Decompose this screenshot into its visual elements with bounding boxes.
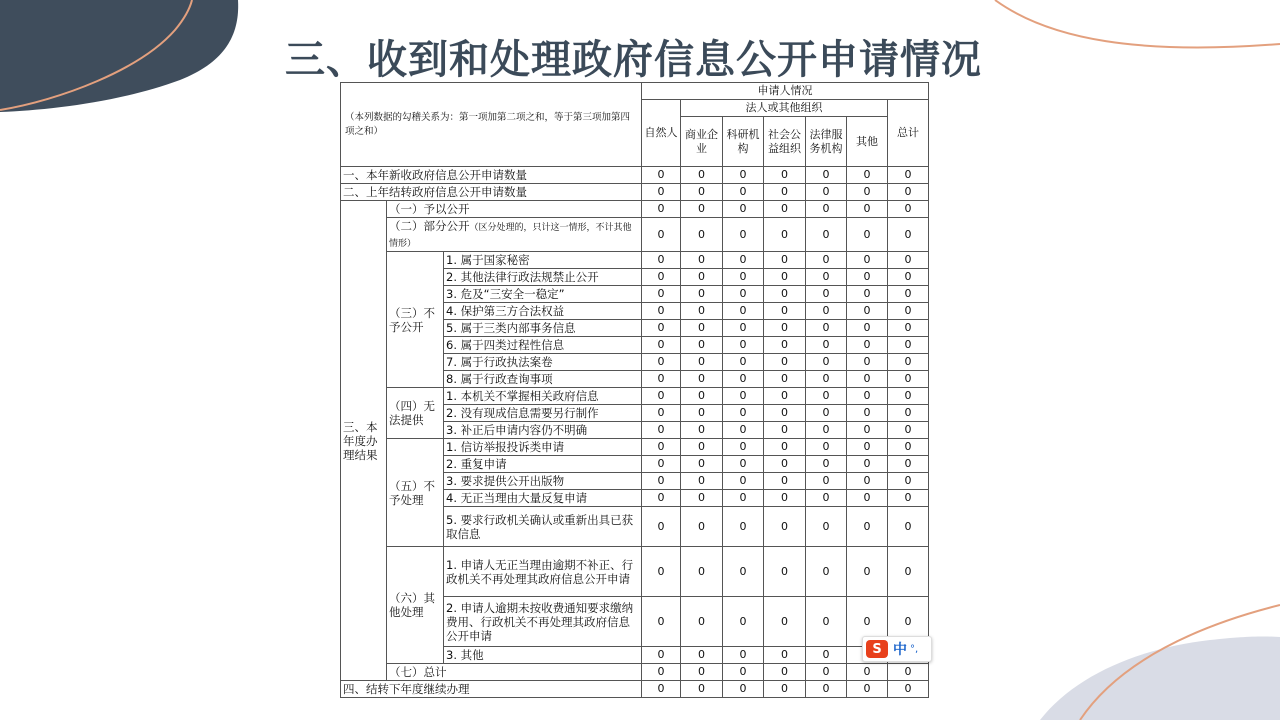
unavailable-item-value: 0 — [642, 422, 681, 439]
row-carried-over-value: 0 — [723, 184, 764, 201]
not-processed-item-value: 0 — [681, 490, 723, 507]
not-public-item-value: 0 — [681, 354, 723, 371]
other-processing-item-value: 0 — [764, 597, 806, 647]
not-public-item-value: 0 — [723, 354, 764, 371]
row-carry-next-year-value: 0 — [642, 681, 681, 698]
not-public-item-value: 0 — [888, 354, 929, 371]
not-public-item-value: 0 — [642, 303, 681, 320]
table-row — [341, 681, 929, 698]
not-public-item-value: 0 — [888, 303, 929, 320]
not-public-item-value: 0 — [764, 269, 806, 286]
header-legal-service: 法律服务机构 — [806, 117, 847, 167]
not-public-item-value: 0 — [723, 337, 764, 354]
not-public-item-value: 0 — [847, 371, 888, 388]
row-new-requests-value: 0 — [764, 167, 806, 184]
not-public-item-value: 0 — [681, 371, 723, 388]
not-public-item-value: 0 — [847, 354, 888, 371]
not-processed-item-value: 0 — [723, 473, 764, 490]
not-public-item-value: 0 — [642, 371, 681, 388]
not-public-item-value: 0 — [764, 371, 806, 388]
not-processed-item-value: 0 — [806, 473, 847, 490]
row-new-requests-value: 0 — [723, 167, 764, 184]
other-processing-item-value: 0 — [681, 597, 723, 647]
table-note: （本列数据的勾稽关系为：第一项加第二项之和，等于第三项加第四项之和） — [341, 83, 642, 167]
not-processed-item-value: 0 — [642, 507, 681, 547]
other-processing-item-value: 0 — [764, 547, 806, 597]
row-carried-over-value: 0 — [642, 184, 681, 201]
other-processing-item-value: 0 — [847, 547, 888, 597]
not-public-item-value: 0 — [847, 252, 888, 269]
row-results-total-value: 0 — [723, 664, 764, 681]
other-processing-item-value: 0 — [681, 547, 723, 597]
row-new-requests-value: 0 — [681, 167, 723, 184]
not-processed-item-value: 0 — [888, 507, 929, 547]
table-row — [341, 218, 929, 252]
other-processing-item-value: 0 — [642, 597, 681, 647]
row-partial-public-value: 0 — [888, 218, 929, 252]
not-public-item-value: 0 — [723, 269, 764, 286]
not-public-item-value: 0 — [806, 320, 847, 337]
not-public-item-value: 0 — [888, 269, 929, 286]
not-public-item: 1. 属于国家秘密 — [444, 252, 642, 269]
row-partial-public-value: 0 — [806, 218, 847, 252]
not-public-item-value: 0 — [723, 320, 764, 337]
not-processed-item-value: 0 — [764, 473, 806, 490]
row-results-total-value: 0 — [764, 664, 806, 681]
other-processing-item-value: 0 — [806, 647, 847, 664]
row-results-total-value: 0 — [888, 664, 929, 681]
header-research: 科研机构 — [723, 117, 764, 167]
not-public-item-value: 0 — [764, 252, 806, 269]
other-processing-item: 3. 其他 — [444, 647, 642, 664]
not-public-item-value: 0 — [888, 252, 929, 269]
not-public-item: 7. 属于行政执法案卷 — [444, 354, 642, 371]
not-processed-item-value: 0 — [723, 490, 764, 507]
statistics-table — [340, 82, 929, 698]
not-public-item-value: 0 — [681, 286, 723, 303]
row-new-requests-value: 0 — [847, 167, 888, 184]
not-public-item: 2. 其他法律行政法规禁止公开 — [444, 269, 642, 286]
header-social: 社会公益组织 — [764, 117, 806, 167]
unavailable-item: 2. 没有现成信息需要另行制作 — [444, 405, 642, 422]
not-processed-item-value: 0 — [642, 456, 681, 473]
unavailable-item-value: 0 — [764, 422, 806, 439]
row-partial-public — [387, 218, 642, 252]
not-public-item-value: 0 — [888, 320, 929, 337]
row-carried-over: 二、上年结转政府信息公开申请数量 — [341, 184, 642, 201]
unavailable-item-value: 0 — [723, 405, 764, 422]
not-public-item: 6. 属于四类过程性信息 — [444, 337, 642, 354]
other-processing-item: 1. 申请人无正当理由逾期不补正、行政机关不再处理其政府信息公开申请 — [444, 547, 642, 597]
group-not-processed-label: （五）不予处理 — [387, 439, 444, 547]
row-new-requests-value: 0 — [806, 167, 847, 184]
not-processed-item: 1. 信访举报投诉类申请 — [444, 439, 642, 456]
row-carry-next-year-value: 0 — [888, 681, 929, 698]
row-carried-over-value: 0 — [681, 184, 723, 201]
row-results-total-value: 0 — [681, 664, 723, 681]
not-processed-item-value: 0 — [681, 473, 723, 490]
unavailable-item-value: 0 — [642, 405, 681, 422]
not-public-item-value: 0 — [847, 286, 888, 303]
row-carry-next-year: 四、结转下年度继续办理 — [341, 681, 642, 698]
not-public-item-value: 0 — [642, 354, 681, 371]
ime-punct-icon[interactable]: °, — [910, 643, 919, 655]
not-public-item-value: 0 — [847, 269, 888, 286]
not-processed-item-value: 0 — [681, 456, 723, 473]
not-processed-item-value: 0 — [806, 507, 847, 547]
not-public-item-value: 0 — [806, 286, 847, 303]
row-public: （一）予以公开 — [387, 201, 642, 218]
not-public-item: 8. 属于行政查询事项 — [444, 371, 642, 388]
not-processed-item-value: 0 — [681, 439, 723, 456]
group-unavailable-label: （四）无法提供 — [387, 388, 444, 439]
row-results-total-value: 0 — [806, 664, 847, 681]
unavailable-item-value: 0 — [847, 422, 888, 439]
row-public-value: 0 — [723, 201, 764, 218]
not-public-item-value: 0 — [642, 320, 681, 337]
unavailable-item-value: 0 — [642, 388, 681, 405]
row-carried-over-value: 0 — [888, 184, 929, 201]
table-row — [341, 388, 929, 405]
row-carry-next-year-value: 0 — [847, 681, 888, 698]
unavailable-item-value: 0 — [847, 405, 888, 422]
not-processed-item-value: 0 — [723, 439, 764, 456]
not-public-item-value: 0 — [681, 303, 723, 320]
unavailable-item-value: 0 — [847, 388, 888, 405]
not-processed-item-value: 0 — [847, 439, 888, 456]
not-processed-item-value: 0 — [888, 439, 929, 456]
header-natural-person: 自然人 — [642, 100, 681, 167]
not-public-item-value: 0 — [806, 354, 847, 371]
not-public-item-value: 0 — [806, 269, 847, 286]
not-processed-item-value: 0 — [847, 507, 888, 547]
table-row — [341, 167, 929, 184]
row-public-value: 0 — [888, 201, 929, 218]
not-public-item-value: 0 — [681, 269, 723, 286]
not-public-item-value: 0 — [681, 252, 723, 269]
unavailable-item-value: 0 — [681, 422, 723, 439]
row-results-total: （七）总计 — [387, 664, 642, 681]
not-public-item-value: 0 — [888, 286, 929, 303]
table-row — [341, 201, 929, 218]
unavailable-item-value: 0 — [681, 388, 723, 405]
row-partial-public-value: 0 — [681, 218, 723, 252]
unavailable-item-value: 0 — [888, 405, 929, 422]
not-processed-item-value: 0 — [764, 507, 806, 547]
other-processing-item-value: 0 — [642, 647, 681, 664]
header-total: 总计 — [888, 100, 929, 167]
unavailable-item-value: 0 — [806, 388, 847, 405]
not-public-item-value: 0 — [806, 303, 847, 320]
row-new-requests-value: 0 — [642, 167, 681, 184]
not-public-item-value: 0 — [723, 286, 764, 303]
not-processed-item-value: 0 — [806, 456, 847, 473]
other-processing-item-value: 0 — [806, 547, 847, 597]
not-public-item-value: 0 — [888, 371, 929, 388]
section-results-label: 三、本年度办理结果 — [341, 201, 387, 681]
row-public-value: 0 — [681, 201, 723, 218]
top-left-dark-blob — [0, 0, 238, 112]
not-public-item-value: 0 — [806, 371, 847, 388]
not-processed-item-value: 0 — [806, 439, 847, 456]
not-processed-item-value: 0 — [764, 439, 806, 456]
not-processed-item-value: 0 — [642, 439, 681, 456]
not-processed-item-value: 0 — [723, 456, 764, 473]
sogou-logo-icon[interactable]: S — [866, 640, 888, 658]
not-public-item-value: 0 — [847, 337, 888, 354]
not-public-item: 3. 危及“三安全一稳定” — [444, 286, 642, 303]
not-processed-item: 3. 要求提供公开出版物 — [444, 473, 642, 490]
row-partial-public-value: 0 — [642, 218, 681, 252]
header-business: 商业企业 — [681, 117, 723, 167]
not-public-item-value: 0 — [642, 286, 681, 303]
other-processing-item: 2. 申请人逾期未按收费通知要求缴纳费用、行政机关不再处理其政府信息公开申请 — [444, 597, 642, 647]
not-public-item-value: 0 — [681, 337, 723, 354]
unavailable-item-value: 0 — [681, 405, 723, 422]
row-carried-over-value: 0 — [847, 184, 888, 201]
row-carried-over-value: 0 — [806, 184, 847, 201]
row-carried-over-value: 0 — [764, 184, 806, 201]
not-processed-item: 5. 要求行政机关确认或重新出具已获取信息 — [444, 507, 642, 547]
table-row — [341, 547, 929, 597]
not-public-item-value: 0 — [642, 337, 681, 354]
other-processing-item-value: 0 — [847, 597, 888, 647]
not-processed-item-value: 0 — [764, 456, 806, 473]
row-new-requests-value: 0 — [888, 167, 929, 184]
not-processed-item: 4. 无正当理由大量反复申请 — [444, 490, 642, 507]
header-applicant: 申请人情况 — [642, 83, 929, 100]
table-row — [341, 184, 929, 201]
statistics-table-container — [340, 82, 928, 698]
not-public-item-value: 0 — [642, 252, 681, 269]
not-processed-item: 2. 重复申请 — [444, 456, 642, 473]
not-public-item-value: 0 — [888, 337, 929, 354]
partial-public-label: （二）部分公开 — [389, 218, 470, 233]
table-row — [341, 252, 929, 269]
not-public-item-value: 0 — [847, 320, 888, 337]
not-public-item-value: 0 — [723, 303, 764, 320]
group-other-processing-label: （六）其他处理 — [387, 547, 444, 664]
unavailable-item-value: 0 — [806, 405, 847, 422]
not-processed-item-value: 0 — [888, 456, 929, 473]
unavailable-item-value: 0 — [723, 422, 764, 439]
unavailable-item: 1. 本机关不掌握相关政府信息 — [444, 388, 642, 405]
other-processing-item-value: 0 — [723, 597, 764, 647]
not-processed-item-value: 0 — [847, 473, 888, 490]
not-public-item: 5. 属于三类内部事务信息 — [444, 320, 642, 337]
not-processed-item-value: 0 — [806, 490, 847, 507]
other-processing-item-value: 0 — [888, 547, 929, 597]
partial-public-note: （区分处理的，只计这一情形，不计其他情形） — [389, 222, 632, 249]
not-public-item-value: 0 — [681, 320, 723, 337]
ime-mode-label[interactable]: 中 — [893, 642, 907, 658]
not-processed-item-value: 0 — [642, 473, 681, 490]
row-partial-public-value: 0 — [847, 218, 888, 252]
other-processing-item-value: 0 — [723, 547, 764, 597]
row-results-total-value: 0 — [642, 664, 681, 681]
not-processed-item-value: 0 — [764, 490, 806, 507]
unavailable-item-value: 0 — [764, 405, 806, 422]
not-processed-item-value: 0 — [847, 490, 888, 507]
other-processing-item-value: 0 — [642, 547, 681, 597]
row-carry-next-year-value: 0 — [806, 681, 847, 698]
not-public-item-value: 0 — [764, 303, 806, 320]
row-carry-next-year-value: 0 — [723, 681, 764, 698]
row-partial-public-value: 0 — [723, 218, 764, 252]
unavailable-item: 3. 补正后申请内容仍不明确 — [444, 422, 642, 439]
not-public-item-value: 0 — [764, 354, 806, 371]
not-public-item-value: 0 — [723, 252, 764, 269]
row-results-total-value: 0 — [847, 664, 888, 681]
other-processing-item-value: 0 — [681, 647, 723, 664]
not-public-item-value: 0 — [806, 337, 847, 354]
not-public-item-value: 0 — [764, 286, 806, 303]
row-public-value: 0 — [642, 201, 681, 218]
not-public-item-value: 0 — [723, 371, 764, 388]
not-processed-item-value: 0 — [888, 473, 929, 490]
unavailable-item-value: 0 — [764, 388, 806, 405]
not-public-item-value: 0 — [847, 303, 888, 320]
unavailable-item-value: 0 — [888, 422, 929, 439]
unavailable-item-value: 0 — [723, 388, 764, 405]
not-processed-item-value: 0 — [642, 490, 681, 507]
other-processing-item-value: 0 — [806, 597, 847, 647]
row-public-value: 0 — [806, 201, 847, 218]
not-public-item-value: 0 — [642, 269, 681, 286]
top-right-orange-curve — [995, 0, 1280, 47]
not-processed-item-value: 0 — [681, 507, 723, 547]
page-title: 三、收到和处理政府信息公开申请情况 — [285, 37, 982, 83]
row-new-requests: 一、本年新收政府信息公开申请数量 — [341, 167, 642, 184]
header-other: 其他 — [847, 117, 888, 167]
other-processing-item-value: 0 — [723, 647, 764, 664]
other-processing-item-value: 0 — [764, 647, 806, 664]
other-processing-item-value: 0 — [888, 597, 929, 647]
unavailable-item-value: 0 — [806, 422, 847, 439]
row-partial-public-value: 0 — [764, 218, 806, 252]
row-public-value: 0 — [847, 201, 888, 218]
unavailable-item-value: 0 — [888, 388, 929, 405]
table-row — [341, 439, 929, 456]
group-not-public-label: （三）不予公开 — [387, 252, 444, 388]
not-processed-item-value: 0 — [847, 456, 888, 473]
row-carry-next-year-value: 0 — [764, 681, 806, 698]
row-carry-next-year-value: 0 — [681, 681, 723, 698]
not-public-item-value: 0 — [806, 252, 847, 269]
not-processed-item-value: 0 — [888, 490, 929, 507]
not-public-item-value: 0 — [764, 337, 806, 354]
not-public-item: 4. 保护第三方合法权益 — [444, 303, 642, 320]
not-processed-item-value: 0 — [723, 507, 764, 547]
header-legal-group: 法人或其他组织 — [681, 100, 888, 117]
row-public-value: 0 — [764, 201, 806, 218]
not-public-item-value: 0 — [764, 320, 806, 337]
ime-toolbar[interactable] — [862, 636, 932, 662]
table-row — [341, 664, 929, 681]
